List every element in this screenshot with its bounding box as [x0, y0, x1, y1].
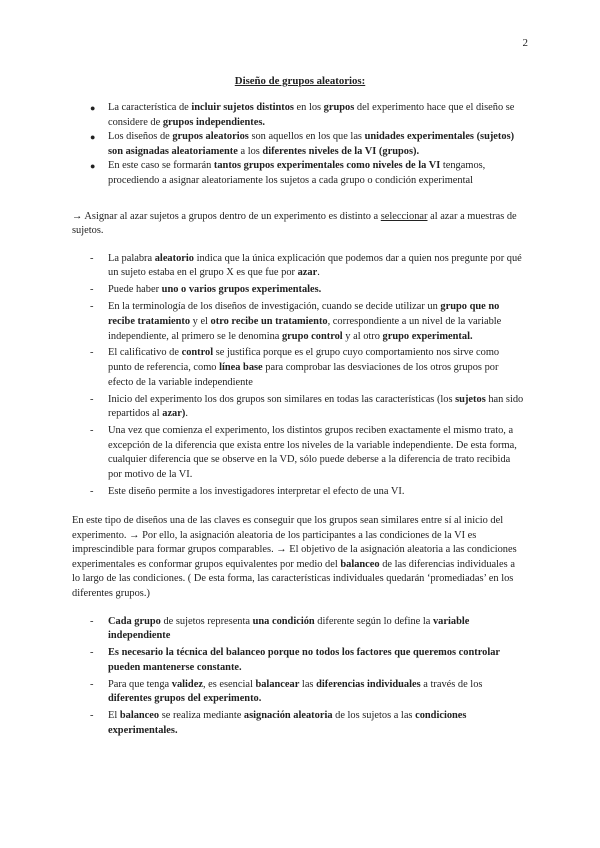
list-marker: -	[90, 647, 94, 659]
bold-text: grupo experimental.	[382, 330, 473, 342]
text-run: se realiza mediante	[159, 710, 244, 722]
arrow-paragraph	[72, 210, 524, 239]
bold-text: grupo control	[281, 330, 343, 342]
text-run: en los	[293, 102, 324, 113]
bold-text: Cada grupo	[108, 615, 161, 627]
bold-text: diferentes niveles de la VI (grupos).	[262, 145, 420, 157]
list-marker: -	[90, 301, 94, 313]
text-run: El calificativo de	[108, 347, 182, 359]
text-run: para comprobar las desviaciones de los otros grupos por efecto de la variable independiente	[108, 362, 499, 388]
text-run: se justifica porque es el grupo cuyo comportamiento nos sirve como punto de referencia, como	[108, 347, 500, 374]
bold-text: grupo que no recibe tratamiento	[108, 301, 500, 327]
list-item	[72, 615, 524, 644]
text-run: de las diferencias individuales a lo largo de las condiciones. ( De esta forma, las características individuales quedarán ‘promediadas’ en los diferentes grupos.)	[72, 558, 515, 599]
text-run: seleccionar	[380, 210, 428, 222]
bold-text: Es necesario la técnica del balanceo porque no todos los factores que queremos controlar pueden mantenerse constante.	[108, 647, 500, 673]
text-run: las	[299, 678, 317, 690]
text-run: Este diseño permite a los investigadores interpretar el efecto de una VI.	[108, 486, 405, 497]
list-item	[72, 346, 524, 390]
text-run: El	[108, 710, 120, 722]
list-marker: -	[90, 284, 94, 296]
list-marker: ●	[90, 103, 96, 113]
bold-text: diferencias individuales	[316, 678, 421, 690]
list-marker: -	[90, 678, 94, 690]
text-run: tengamos, procediendo a asignar aleatoriamente los sujetos a cada grupo o condición experimental	[108, 160, 486, 186]
text-run: Una vez que comienza el experimento, los distintos grupos reciben exactamente el mismo trato, a excepción de la diferencia que exista entre los niveles de la variable independiente. De esta forma, cualquier diferencia que se observe en la VD, sólo puede deberse a la diferencia de trato recibida por motivo de la VI.	[108, 425, 517, 481]
list-item	[72, 485, 524, 500]
text-run: La palabra	[108, 252, 155, 264]
text-run: Puede haber	[108, 284, 162, 296]
bold-text: sujetos	[455, 393, 486, 405]
list-marker: ●	[90, 161, 96, 172]
balanceo-paragraph	[72, 514, 524, 602]
list-marker: -	[90, 615, 94, 627]
bold-text: balanceo	[340, 558, 380, 570]
bold-text: azar	[297, 267, 318, 279]
text-run: → Asignar al azar sujetos a grupos dentro de un experimento es distinto a	[72, 210, 381, 222]
list-marker: ●	[90, 132, 96, 143]
text-run: En este caso se formarán	[108, 160, 214, 172]
bold-text: incluir sujetos distintos	[191, 102, 294, 113]
bold-text: validez	[171, 678, 203, 690]
list-item	[72, 159, 524, 188]
bold-text: grupos aleatorios	[172, 131, 249, 143]
document-body	[72, 101, 524, 741]
text-run: Los diseños de	[108, 131, 173, 143]
list-item	[72, 646, 524, 675]
bold-text: grupos independientes.	[162, 116, 266, 128]
text-run: En este tipo de diseños una de las claves es conseguir que los grupos sean similares entre sí al inicio del experimento. → Por ello, la asignación aleatoria de los participantes a las condiciones de la VI es imprescindible para formar grupos comparables. → El objetivo de la asignación aleatoria a las condiciones experimentales es conformar grupos equivalentes por medio del	[72, 514, 517, 570]
bold-text: diferentes grupos del experimento.	[108, 693, 262, 705]
text-run: a los	[237, 145, 263, 157]
text-run: Inicio del experimento los dos grupos son similares en todas las características (los	[108, 393, 456, 405]
text-run: a través de los	[420, 678, 483, 690]
list-item	[72, 678, 524, 707]
text-run: y el	[190, 315, 211, 327]
list-marker: -	[90, 486, 94, 497]
list-item	[72, 130, 524, 159]
bold-text: unidades experimentales (sujetos) son asignadas aleatoriamente	[108, 131, 515, 157]
list-item	[72, 283, 524, 298]
text-run: .	[185, 408, 188, 420]
dash-list-characteristics	[72, 252, 524, 500]
text-run: de sujetos representa	[160, 615, 253, 627]
dash-list-balanceo	[72, 615, 524, 739]
list-item	[72, 101, 524, 130]
list-item	[72, 252, 524, 281]
text-run: son aquellos en los que las	[248, 131, 365, 143]
list-item	[72, 393, 524, 422]
text-run: del experimento hace que el diseño se considere de	[108, 102, 515, 128]
text-run: En la terminología de los diseños de investigación, cuando se decide utilizar un	[108, 301, 441, 313]
bold-text: línea base	[219, 362, 263, 374]
list-marker: -	[90, 347, 94, 359]
text-run: .	[317, 267, 320, 279]
bullet-list	[72, 101, 524, 189]
bold-text: variable independiente	[108, 615, 470, 642]
text-run: de los sujetos a las	[332, 710, 416, 722]
bold-text: otro recibe un tratamiento	[210, 315, 328, 327]
text-run: , es esencial	[202, 678, 256, 690]
bold-text: balancear	[255, 678, 300, 690]
list-marker: -	[90, 393, 94, 405]
bold-text: condiciones experimentales.	[108, 710, 467, 736]
text-run: y al otro	[342, 330, 383, 342]
bold-text: asignación aleatoria	[243, 710, 333, 722]
bold-text: control	[181, 347, 214, 359]
bold-text: balanceo	[119, 710, 160, 722]
text-run: indica que la única explicación que podemos dar a quien nos pregunte por qué un sujeto estaba en el grupo X es que fue por	[108, 252, 522, 279]
list-marker: -	[90, 425, 94, 437]
text-run: La característica de	[108, 102, 192, 113]
list-marker: -	[90, 252, 94, 264]
text-run: , correspondiente a un nivel de la variable independiente, al primero se le denomina	[108, 315, 502, 342]
text-run: han sido repartidos al	[108, 393, 524, 420]
list-item	[72, 424, 524, 482]
list-marker: -	[90, 710, 94, 722]
text-run: diferente según lo define la	[314, 615, 433, 627]
bold-text: aleatorio	[154, 252, 194, 264]
page-number: 2	[522, 37, 528, 49]
bold-text: tantos grupos experimentales como niveles de la VI	[213, 160, 441, 172]
text-run: Para que tenga	[108, 678, 172, 690]
text-run: al azar a muestras de sujetos.	[72, 210, 517, 237]
section-title: Diseño de grupos aleatorios:	[234, 75, 366, 87]
bold-text: grupos	[323, 102, 355, 113]
bold-text: uno o varios grupos experimentales.	[161, 284, 322, 296]
list-item	[72, 300, 524, 344]
bold-text: azar)	[162, 408, 186, 420]
list-item	[72, 709, 524, 738]
bold-text: una condición	[252, 615, 315, 627]
